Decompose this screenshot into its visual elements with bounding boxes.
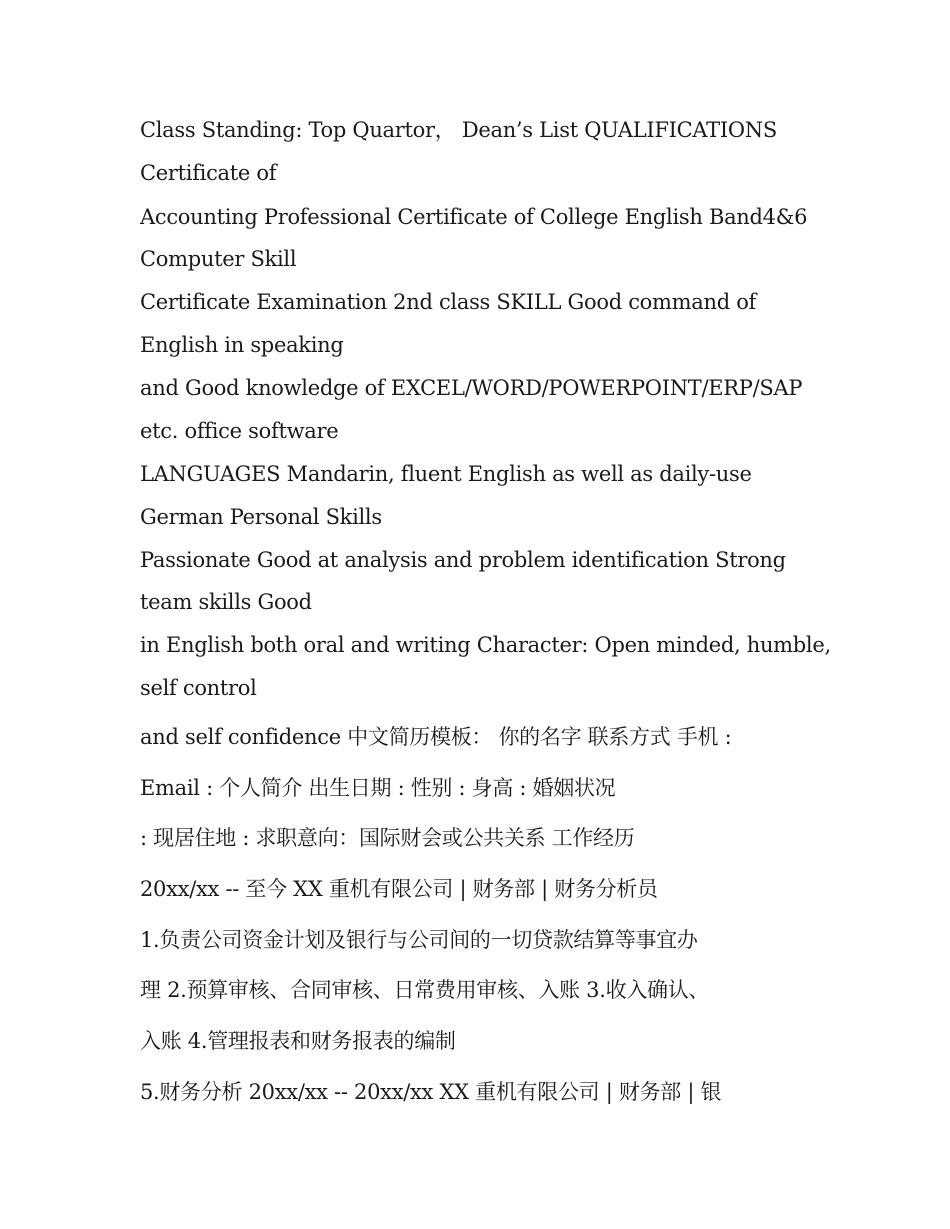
text-line: Class Standing: Top Quartor， Dean’s List QUALIFICATIONS <box>140 118 777 142</box>
text-line: 1.负责公司资金计划及银行与公司间的一切贷款结算等事宜办 <box>140 928 698 952</box>
text-line: : 现居住地 : 求职意向：国际财会或公共关系 工作经历 <box>140 826 635 850</box>
text-line: LANGUAGES Mandarin, fluent English as well as daily-use <box>140 462 752 486</box>
text-line: etc. office software <box>140 419 339 443</box>
text-line: Accounting Professional Certificate of College English Band4&6 <box>140 205 808 229</box>
text-line: team skills Good <box>140 590 312 614</box>
text-line: Email : 个人简介 出生日期 : 性别 : 身高 : 婚姻状况 <box>140 776 616 800</box>
text-line: 入账 4.管理报表和财务报表的编制 <box>140 1029 456 1053</box>
text-line: Certificate Examination 2nd class SKILL Good command of <box>140 290 757 314</box>
text-line: 5.财务分析 20xx/xx -- 20xx/xx XX 重机有限公司 | 财务部 | 银 <box>140 1080 722 1104</box>
text-line: self control <box>140 676 257 700</box>
text-line: German Personal Skills <box>140 505 382 529</box>
text-line: 理 2.预算审核、合同审核、日常费用审核、入账 3.收入确认、 <box>140 978 710 1002</box>
text-line: Computer Skill <box>140 247 297 271</box>
text-line: Certificate of <box>140 161 277 185</box>
text-line: 20xx/xx -- 至今 XX 重机有限公司 | 财务部 | 财务分析员 <box>140 877 658 901</box>
text-line: in English both oral and writing Character: Open minded, humble, <box>140 633 831 657</box>
text-line: and self confidence 中文简历模板： 你的名字 联系方式 手机 : <box>140 725 732 749</box>
text-line: English in speaking <box>140 333 344 357</box>
text-line: Passionate Good at analysis and problem identification Strong <box>140 548 786 572</box>
text-line: and Good knowledge of EXCEL/WORD/POWERPOINT/ERP/SAP <box>140 376 803 400</box>
